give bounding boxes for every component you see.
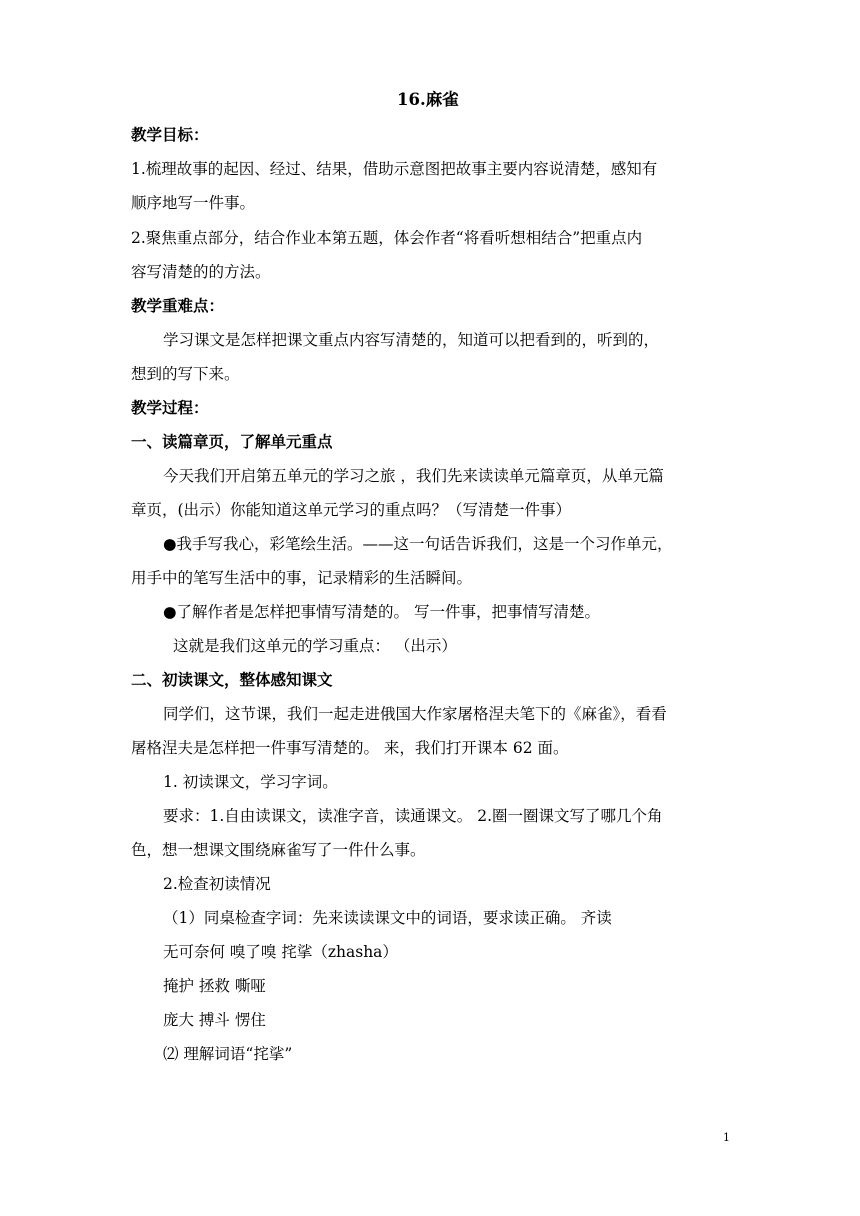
section-1-bullet-1-line-1: ●我手写我心，彩笔绘生活。——这一句话告诉我们，这是一个习作单元， xyxy=(163,535,673,553)
document-title: 16.麻雀 xyxy=(397,90,459,109)
section-2-requirements-line-1: 要求：1.自由读课文，读准字音，读通课文。 2.圈一圈课文写了哪几个角 xyxy=(163,807,663,825)
objectives-heading: 教学目标： xyxy=(131,125,209,144)
objective-1-line-2: 顺序地写一件事。 xyxy=(131,194,256,212)
objective-2-line-2: 容写清楚的的方法。 xyxy=(131,263,271,281)
word-list-row-1: 无可奈何 嗅了嗅 挓挲（zhasha） xyxy=(163,943,398,961)
page-number: 1 xyxy=(723,1131,730,1144)
section-2-step-1: 1. 初读课文，学习字词。 xyxy=(163,773,338,791)
key-points-heading: 教学重难点： xyxy=(131,296,225,315)
section-2-paragraph-line-2: 屠格涅夫是怎样把一件事写清楚的。 来，我们打开课本 62 面。 xyxy=(131,739,569,757)
word-list-row-3: 庞大 搏斗 愣住 xyxy=(163,1011,266,1029)
section-2-step-2: 2.检查初读情况 xyxy=(163,875,271,893)
objective-1-line-1: 1.梳理故事的起因、经过、结果，借助示意图把故事主要内容说清楚，感知有 xyxy=(131,160,658,178)
process-heading: 教学过程： xyxy=(131,398,209,417)
section-1-paragraph-line-2: 章页，(出示）你能知道这单元学习的重点吗？（写清楚一件事） xyxy=(131,501,572,519)
section-1-bullet-1-line-2: 用手中的笔写生活中的事，记录精彩的生活瞬间。 xyxy=(131,569,473,587)
word-list-row-2: 掩护 拯救 嘶哑 xyxy=(163,977,266,995)
key-points-line-1: 学习课文是怎样把课文重点内容写清楚的，知道可以把看到的，听到的， xyxy=(163,331,660,349)
section-2-check-2: ⑵ 理解词语“挓挲” xyxy=(163,1045,293,1063)
section-1-heading: 一、读篇章页，了解单元重点 xyxy=(131,432,333,451)
section-2-check-1: （1）同桌检查字词：先来读读课文中的词语，要求读正确。 齐读 xyxy=(163,909,612,927)
section-2-requirements-line-2: 色，想一想课文围绕麻雀写了一件什么事。 xyxy=(131,841,426,859)
key-points-line-2: 想到的写下来。 xyxy=(131,365,240,383)
section-1-bullet-2: ●了解作者是怎样把事情写清楚的。 写一件事，把事情写清楚。 xyxy=(163,603,600,621)
section-1-summary: 这就是我们这单元的学习重点： （出示） xyxy=(173,637,457,655)
section-2-paragraph-line-1: 同学们，这节课，我们一起走进俄国大作家屠格涅夫笔下的《麻雀》，看看 xyxy=(163,705,667,723)
section-2-heading: 二、初读课文，整体感知课文 xyxy=(131,670,333,689)
section-1-paragraph-line-1: 今天我们开启第五单元的学习之旅 ，我们先来读读单元篇章页，从单元篇 xyxy=(163,467,664,485)
objective-2-line-1: 2.聚焦重点部分，结合作业本第五题，体会作者“将看听想相结合”把重点内 xyxy=(131,229,643,247)
